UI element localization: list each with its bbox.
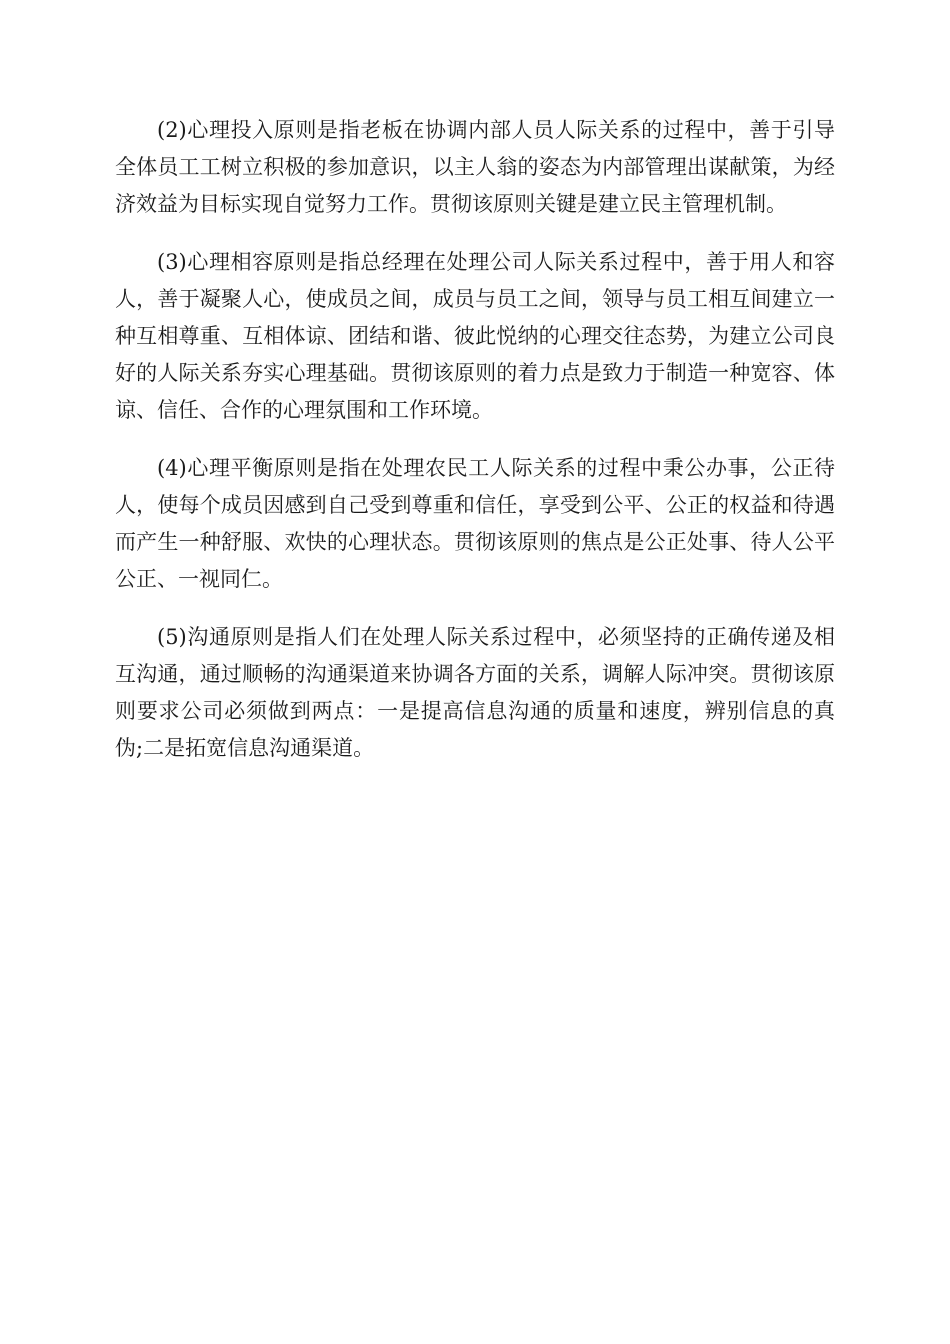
paragraph-principle-5: (5)沟通原则是指人们在处理人际关系过程中，必须坚持的正确传递及相互沟通，通过顺畅的沟通渠道来协调各方面的关系，调解人际冲突。贯彻该原则要求公司必须做到两点：一是提高信息沟通的质量和速度，辨别信息的真伪;二是拓宽信息沟通渠道。 <box>115 625 835 760</box>
document-body <box>115 112 835 788</box>
paragraph-principle-4: (4)心理平衡原则是指在处理农民工人际关系的过程中秉公办事，公正待人，使每个成员因感到自己受到尊重和信任，享受到公平、公正的权益和待遇而产生一种舒服、欢快的心理状态。贯彻该原则的焦点是公正处事、待人公平公正、一视同仁。 <box>115 456 835 591</box>
paragraph-principle-2: (2)心理投入原则是指老板在协调内部人员人际关系的过程中，善于引导全体员工工树立积极的参加意识，以主人翁的姿态为内部管理出谋献策，为经济效益为目标实现自觉努力工作。贯彻该原则关键是建立民主管理机制。 <box>115 118 835 216</box>
paragraph-principle-3: (3)心理相容原则是指总经理在处理公司人际关系过程中，善于用人和容人，善于凝聚人心，使成员之间，成员与员工之间，领导与员工相互间建立一种互相尊重、互相体谅、团结和谐、彼此悦纳的心理交往态势，为建立公司良好的人际关系夯实心理基础。贯彻该原则的着力点是致力于制造一种宽容、体谅、信任、合作的心理氛围和工作环境。 <box>115 250 835 422</box>
